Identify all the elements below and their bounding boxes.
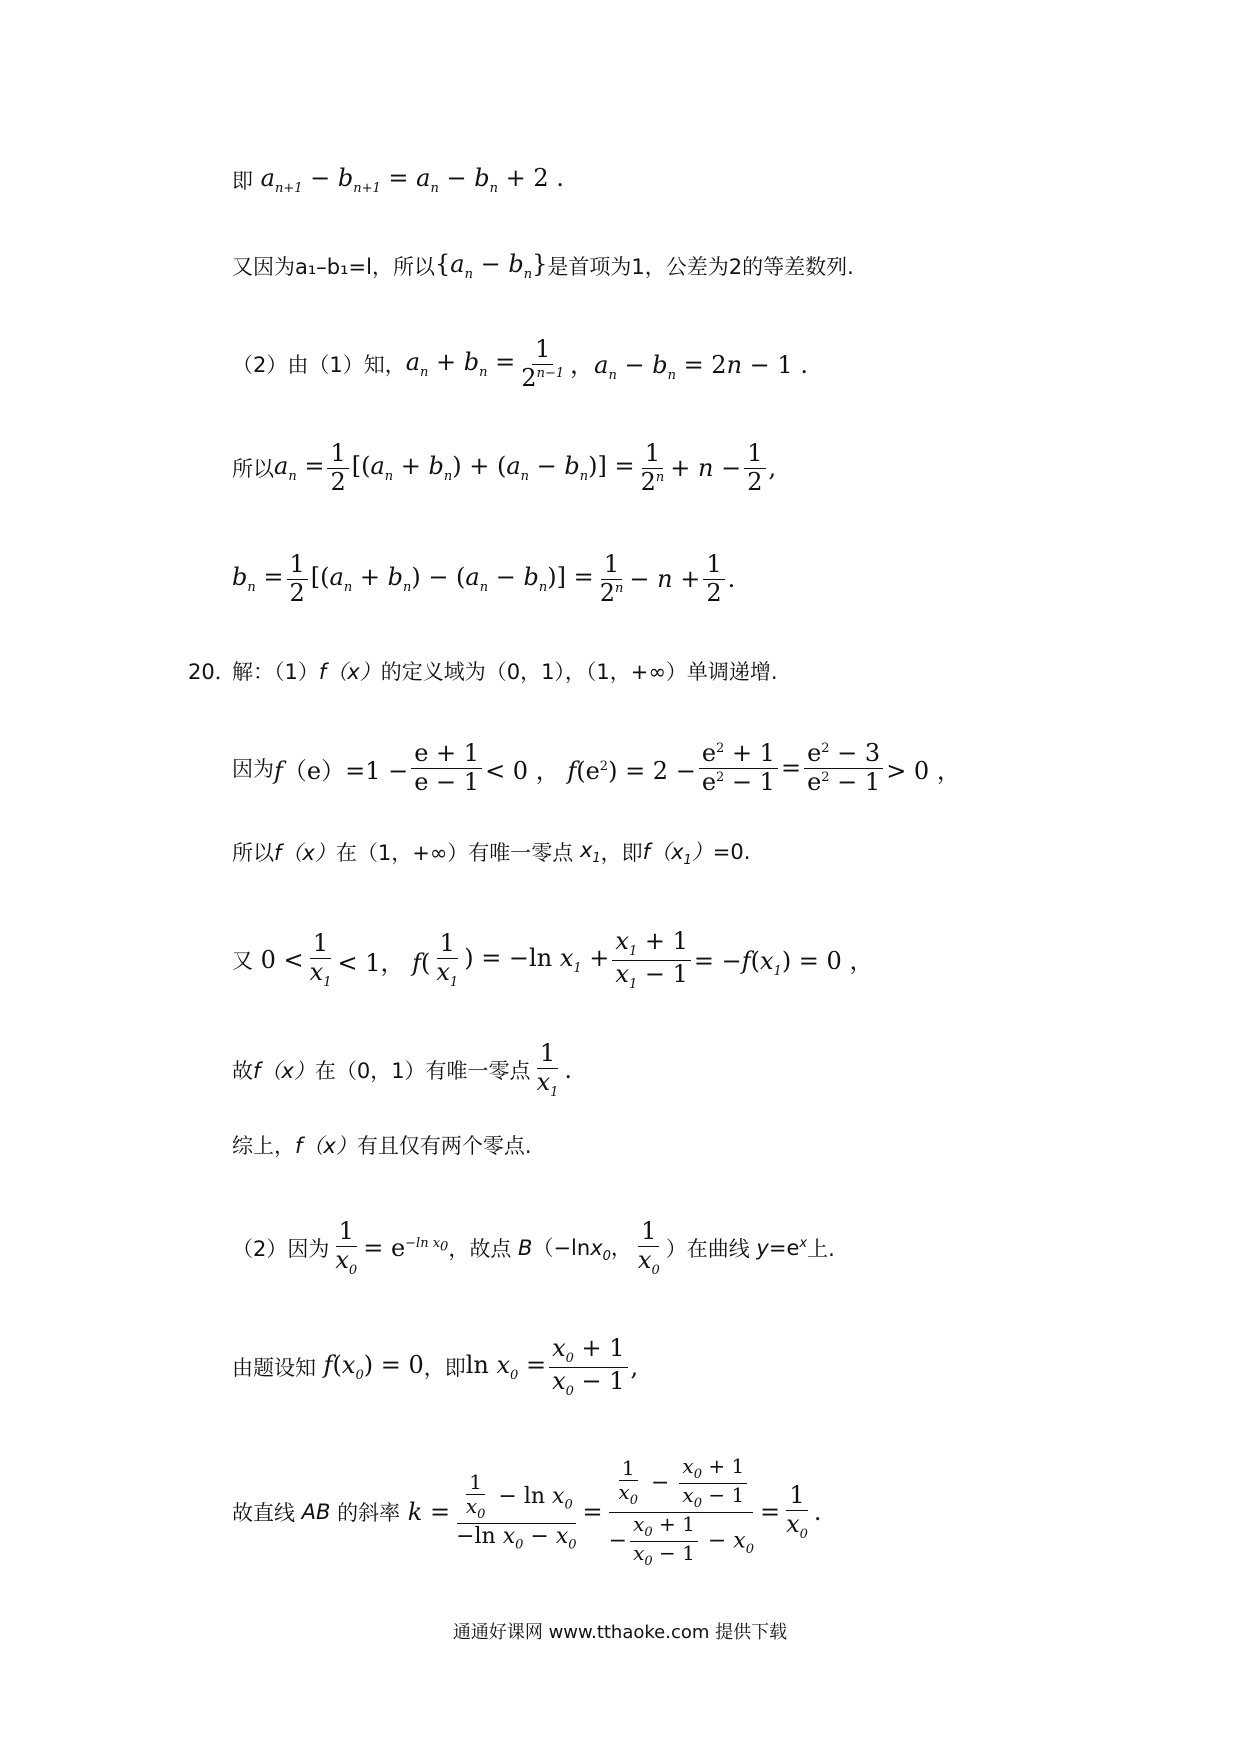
- text-unique-zero-2: 在（0，1）有唯一零点: [314, 1059, 531, 1084]
- equation-line-13: [232, 1335, 638, 1399]
- frac-x0p1: $\frac{x_0 + 1}{x_0 - 1}$: [549, 1335, 627, 1399]
- frac-x0p1-c: $\frac{x_0 + 1}{x_0 - 1}$: [630, 1513, 698, 1570]
- text-so: 所以: [232, 457, 274, 482]
- equation-line-12: [232, 1218, 835, 1278]
- math-bn-tail: − n +: [629, 565, 701, 594]
- frac-1-over-2n: $\frac{1}{2^n}$: [640, 439, 665, 496]
- equation-line-5: [232, 551, 735, 607]
- frac-half: $\frac{1}{2}$: [327, 440, 348, 496]
- frac-slope-1: $\frac{1}{x_0}$ − $\ln x_0$ −ln $x_0 - x_0$: [456, 1470, 577, 1553]
- equation-line-1: [232, 164, 564, 196]
- text-two-zeros: 有且仅有两个零点.: [356, 1134, 532, 1158]
- equation-line-7: [232, 740, 961, 796]
- math-eq-2: =: [582, 1498, 603, 1527]
- math-period: .: [727, 565, 736, 594]
- text-in-sum: 综上，: [232, 1134, 295, 1158]
- equation-line-4: [232, 440, 776, 496]
- text-because-2: 因为: [232, 757, 274, 782]
- math-bn-expr: $[(a_n + b_n) - (a_n - b_n)]$ =: [310, 563, 594, 595]
- equation-line-9: [232, 928, 873, 992]
- text-eq0: =0.: [712, 840, 751, 865]
- math-0lt: 0 <: [253, 946, 304, 975]
- frac-1-over-2n-b: $\frac{1}{2^n}$: [599, 550, 624, 607]
- frac-1-x1-c: $\frac{1}{x_1}$: [536, 1039, 559, 1100]
- text-because: 又因为a₁–b₁=l，所以: [232, 254, 435, 279]
- math-ab: AB: [295, 1500, 338, 1525]
- equation-line-8: [232, 836, 750, 868]
- frac-1-x0: $\frac{1}{x_0}$: [335, 1217, 358, 1278]
- math-k-eq: k =: [407, 1498, 451, 1527]
- math-an-expr: $[(a_n + b_n) + (a_n - b_n)]$ =: [351, 452, 635, 484]
- equation-line-6: [232, 656, 778, 686]
- math-fx0: $f(x_0) = 0$: [323, 1351, 424, 1384]
- math-fx: f（x）: [318, 660, 381, 684]
- equation-line-2: [232, 250, 854, 282]
- math-neg-fx1: = $-f(x_1) = 0$ ，: [693, 947, 874, 980]
- frac-half-2: $\frac{1}{2}$: [744, 440, 765, 496]
- frac-1-x0-d: $\frac{1}{x_0}$: [618, 1456, 638, 1509]
- text-line: 故直线: [232, 1501, 295, 1526]
- math-x1: $x_1$: [573, 838, 601, 867]
- math-lt1: < 1， f(: [337, 948, 431, 977]
- frac-half-4: $\frac{1}{2}$: [703, 551, 724, 607]
- text-slope: 的斜率: [337, 1501, 401, 1526]
- math-an: $a_n$ =: [274, 452, 325, 484]
- frac-1-x0-c: $\frac{1}{x_0}$: [465, 1470, 486, 1523]
- text-unique-zero: 在（1，+∞）有唯一零点: [335, 841, 574, 866]
- frac-slope-2: $\frac{1}{x_0}$ − $\frac{x_0 + 1}{x_0 - 1}$ − $\frac{x_0 + 1}{x_0 - 1}$ − $x_0$: [608, 1454, 754, 1569]
- frac-x0p1-b: $\frac{x_0 + 1}{x_0 - 1}$: [679, 1455, 747, 1512]
- math-fx-2: f（x）: [274, 841, 336, 866]
- frac-1-x1-b: $\frac{1}{x_1}$: [436, 929, 459, 990]
- frac-1-x0-e: $\frac{1}{x_0}$: [786, 1481, 808, 1542]
- math-fe: f（e）=1 −: [274, 756, 409, 785]
- text-point: ，故点: [448, 1237, 512, 1262]
- math-recurrence: $a_{n+1} - b_{n+1} = a_n - b_n + 2$ .: [260, 164, 564, 196]
- text-part2-because: （2）因为: [232, 1237, 330, 1262]
- text-arith-seq: 是首项为1，公差为2的等差数列.: [547, 254, 854, 279]
- text-domain: 的定义域为（0，1），（1，+∞）单调递增.: [380, 660, 778, 684]
- math-e-ln-x0: = $e^{-ln x_0}$: [363, 1234, 449, 1263]
- text-solution: 解：（1）: [232, 660, 319, 684]
- frac-e2p1: $\frac{e^2 + 1}{e^2 - 1}$: [699, 740, 778, 796]
- math-diff: ，$a_n - b_n = 2n - 1$ .: [570, 351, 808, 383]
- math-sum: $a_n + b_n$ =: [405, 348, 516, 380]
- frac-1-x1: $\frac{1}{x_1}$: [309, 929, 332, 990]
- text-hence: 故: [232, 1059, 253, 1084]
- math-period-3: .: [813, 1498, 822, 1527]
- math-comma-2: ,: [630, 1353, 639, 1382]
- frac-1-over-2n1: $\frac{1}{2^{n-1}}$: [521, 335, 565, 392]
- math-ln-x1: ) = −ln $x_1$ +: [464, 944, 610, 977]
- frac-1-x0-b: $\frac{1}{x_0}$: [637, 1217, 660, 1278]
- math-point-b: B（−lnx$_0$，: [518, 1236, 632, 1265]
- frac-e1-e1: $\frac{e + 1}{e - 1}$: [411, 740, 482, 796]
- math-eq: =: [780, 754, 802, 783]
- text-on-curve: 在曲线: [686, 1237, 750, 1262]
- frac-x1p1: $\frac{x_1 + 1}{x_1 - 1}$: [612, 928, 690, 992]
- math-comma: ,: [768, 454, 777, 483]
- text-namely: ，即: [600, 841, 643, 866]
- footer-text: 通通好课网 www.tthaoke.com 提供下载: [452, 1622, 788, 1643]
- text-part2: （2）由（1）知，: [232, 353, 406, 378]
- math-period-2: .: [564, 1056, 573, 1085]
- math-eq-3: =: [759, 1498, 781, 1527]
- math-sequence-set: $\{a_n - b_n\}$: [434, 250, 548, 282]
- text-namely-2: ，即: [423, 1356, 466, 1381]
- equation-line-11: [232, 1130, 532, 1160]
- math-fx1: $f(x_1)$: [642, 840, 713, 869]
- text-given: 由题设知: [232, 1356, 316, 1381]
- frac-e2m3: $\frac{e^2 - 3}{e^2 - 1}$: [804, 740, 883, 796]
- math-fx-3: f（x）: [253, 1059, 315, 1084]
- text-above: 上.: [807, 1237, 835, 1262]
- equation-line-10: [232, 1040, 572, 1100]
- math-lt0: < 0 ， $f(e^2) = 2$ −: [485, 756, 696, 785]
- math-bn: $b_n$ =: [232, 563, 284, 595]
- text-also: 又: [232, 949, 253, 974]
- question-number-20: 20．: [188, 660, 236, 684]
- equation-line-14: [232, 1455, 822, 1570]
- math-y-ex: $y=e^x$: [756, 1236, 808, 1261]
- text-ji: 即: [232, 168, 253, 193]
- math-gt0: > 0 ，: [886, 756, 961, 785]
- math-ln-x0: $\ln x_0$ =: [465, 1351, 547, 1384]
- equation-line-3: [232, 336, 808, 392]
- math-paren-close: ）: [665, 1237, 687, 1262]
- math-fx-4: f（x）: [295, 1134, 357, 1158]
- frac-half-3: $\frac{1}{2}$: [287, 551, 308, 607]
- text-so-2: 所以: [232, 841, 274, 866]
- math-an-tail: + n −: [670, 454, 742, 483]
